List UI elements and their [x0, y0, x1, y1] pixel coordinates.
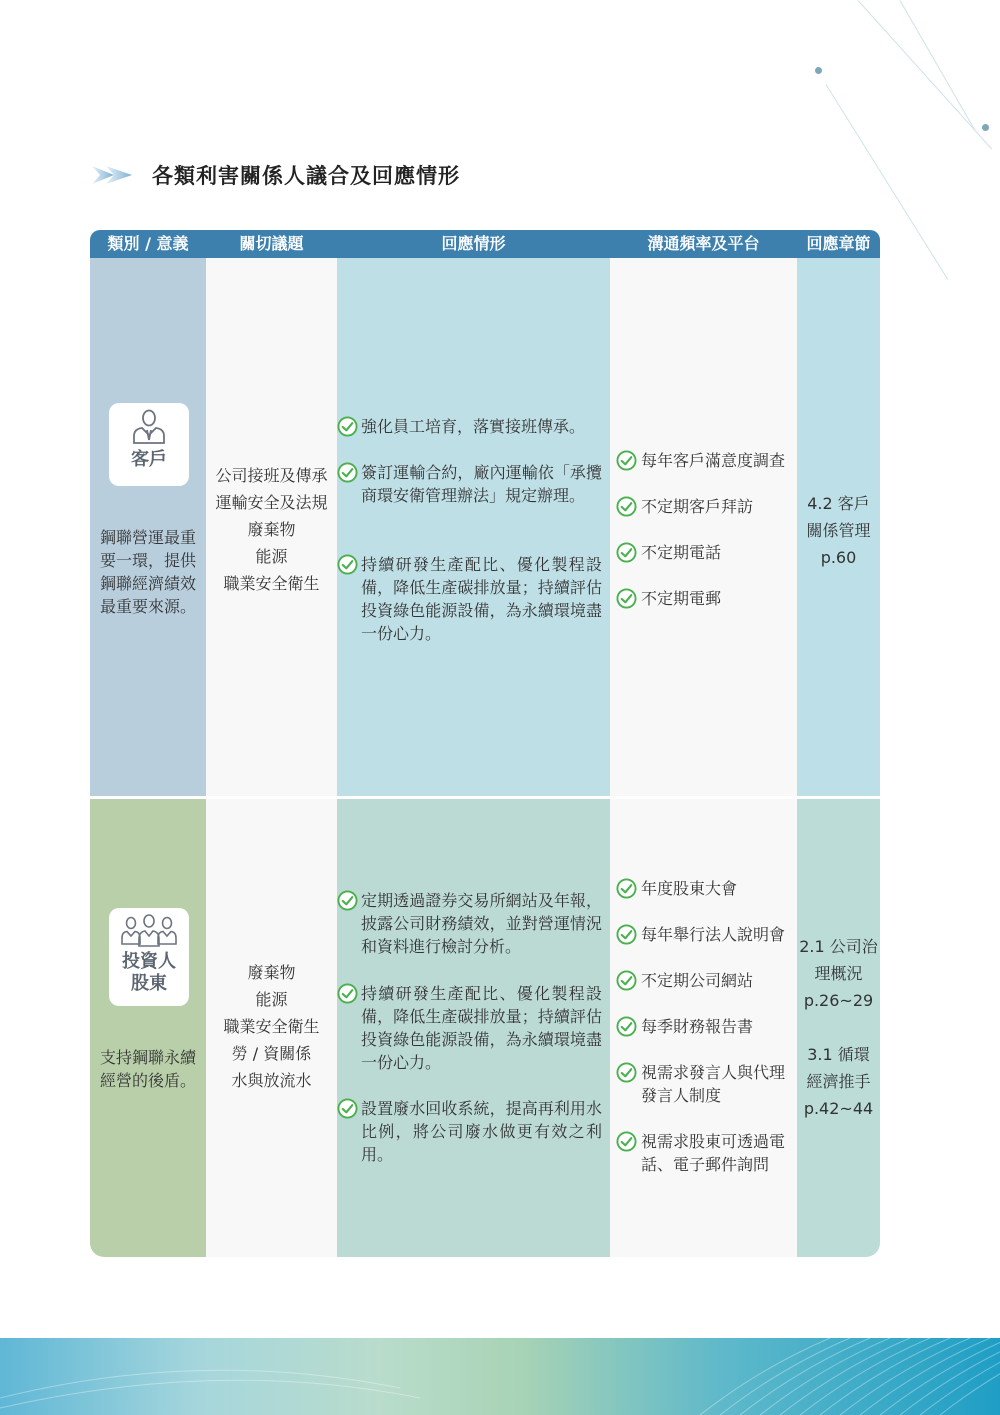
chapter-line: 理概況	[814, 964, 863, 983]
chapter-line: 經濟推手	[806, 1072, 871, 1091]
check-circle-icon	[337, 890, 358, 911]
response-item: 設置廢水回收系統，提高再利用水比例，將公司廢水做更有效之利用。	[337, 1097, 602, 1166]
chapter-line: 3.1 循環	[807, 1045, 870, 1064]
group-icon	[121, 913, 177, 947]
category-meaning: 支持鋼聯永續經營的後盾。	[100, 1048, 197, 1090]
chapter-line: p.60	[820, 548, 857, 567]
chapter-line: p.26~29	[803, 991, 874, 1010]
chapter-line: p.42~44	[803, 1099, 874, 1118]
issue-item: 運輸安全及法規	[215, 493, 328, 512]
check-circle-icon	[616, 1131, 637, 1152]
row-customer-issues-cell	[206, 258, 337, 798]
issue-item: 能源	[255, 990, 288, 1009]
section-title	[92, 160, 460, 190]
check-circle-icon	[616, 1016, 637, 1037]
response-item: 強化員工培育，落實接班傳承。	[337, 415, 602, 438]
decorative-line	[900, 0, 976, 130]
category-label-line: 股東	[131, 973, 167, 994]
response-item: 定期透過證券交易所網站及年報，披露公司財務績效，並對營運情況和資料進行檢討分析。	[337, 889, 602, 958]
row-investor-issues-cell	[206, 798, 337, 1257]
communication-item: 年度股東大會	[616, 877, 796, 900]
stakeholder-table	[90, 230, 880, 1257]
check-circle-icon	[616, 496, 637, 517]
check-circle-icon	[616, 970, 637, 991]
table-header	[90, 230, 880, 258]
check-circle-icon	[337, 983, 358, 1004]
check-circle-icon	[337, 554, 358, 575]
row-divider	[90, 796, 880, 799]
category-label: 客戶	[131, 449, 167, 470]
chapter-list	[797, 490, 880, 571]
issues-list	[206, 959, 337, 1094]
check-circle-icon	[337, 1098, 358, 1119]
row-customer-category-cell	[90, 258, 206, 798]
communication-item: 不定期公司網站	[616, 969, 796, 992]
communication-item: 不定期電郵	[616, 587, 796, 610]
response-item: 持續研發生產配比、優化製程設備，降低生產碳排放量；持續評估投資綠色能源設備，為永續環境盡一份心力。	[337, 982, 602, 1074]
response-item: 持續研發生產配比、優化製程設備，降低生產碳排放量；持續評估投資綠色能源設備，為永續環境盡一份心力。	[337, 553, 602, 645]
communication-item: 視需求股東可透過電話、電子郵件詢問	[616, 1130, 796, 1176]
issue-item: 能源	[255, 547, 288, 566]
response-item: 簽訂運輸合約，廠內運輸依「承攬商環安衛管理辦法」規定辦理。	[337, 461, 602, 507]
wave-pattern	[0, 1338, 1000, 1415]
check-circle-icon	[616, 878, 637, 899]
issues-list	[206, 462, 337, 597]
header-issues: 關切議題	[239, 234, 304, 253]
chapter-list	[797, 933, 880, 1122]
chapter-line	[797, 1014, 880, 1041]
check-circle-icon	[616, 542, 637, 563]
category-label-line: 投資人	[122, 951, 176, 972]
issue-item: 廢棄物	[247, 963, 296, 982]
header-responses: 回應情形	[441, 234, 506, 253]
issue-item: 公司接班及傳承	[215, 466, 328, 485]
issue-item: 水與放流水	[231, 1071, 312, 1090]
category-meaning: 鋼聯營運最重要一環，提供鋼聯經濟績效最重要來源。	[100, 528, 197, 616]
check-circle-icon	[616, 924, 637, 945]
row-customer-chapters-cell	[797, 258, 880, 798]
row-investor-category-cell	[90, 798, 206, 1257]
customer-badge	[109, 403, 189, 486]
communication-item: 視需求發言人與代理發言人制度	[616, 1061, 796, 1107]
chapter-line: 4.2 客戶	[807, 494, 870, 513]
check-circle-icon	[616, 450, 637, 471]
row-investor-communication-cell	[610, 798, 797, 1257]
footer-band	[0, 1338, 1000, 1415]
decorative-dot	[815, 67, 822, 74]
communication-item: 每年舉行法人說明會	[616, 923, 796, 946]
check-circle-icon	[337, 462, 358, 483]
double-arrow-icon	[92, 162, 136, 188]
communication-item: 每季財務報告書	[616, 1015, 796, 1038]
header-chapters: 回應章節	[806, 234, 871, 253]
row-investor-chapters-cell	[797, 798, 880, 1257]
chapter-line: 2.1 公司治	[799, 937, 878, 956]
check-circle-icon	[616, 588, 637, 609]
communication-item: 每年客戶滿意度調查	[616, 449, 796, 472]
row-investor-responses-cell	[337, 798, 610, 1257]
investor-badge	[109, 908, 189, 1006]
issue-item: 勞 / 資關係	[231, 1044, 312, 1063]
row-customer-communication-cell	[610, 258, 797, 798]
issue-item: 廢棄物	[247, 520, 296, 539]
check-circle-icon	[337, 416, 358, 437]
communication-item: 不定期電話	[616, 541, 796, 564]
check-circle-icon	[616, 1062, 637, 1083]
header-category: 類別 / 意義	[107, 234, 189, 253]
person-icon	[129, 409, 169, 445]
issue-item: 職業安全衛生	[223, 574, 320, 593]
header-communication: 溝通頻率及平台	[647, 234, 760, 253]
chapter-line: 關係管理	[806, 521, 871, 540]
page-title: 各類利害關係人議合及回應情形	[152, 164, 460, 188]
communication-item: 不定期客戶拜訪	[616, 495, 796, 518]
row-customer-responses-cell	[337, 258, 610, 798]
issue-item: 職業安全衛生	[223, 1017, 320, 1036]
decorative-dot	[982, 124, 989, 131]
